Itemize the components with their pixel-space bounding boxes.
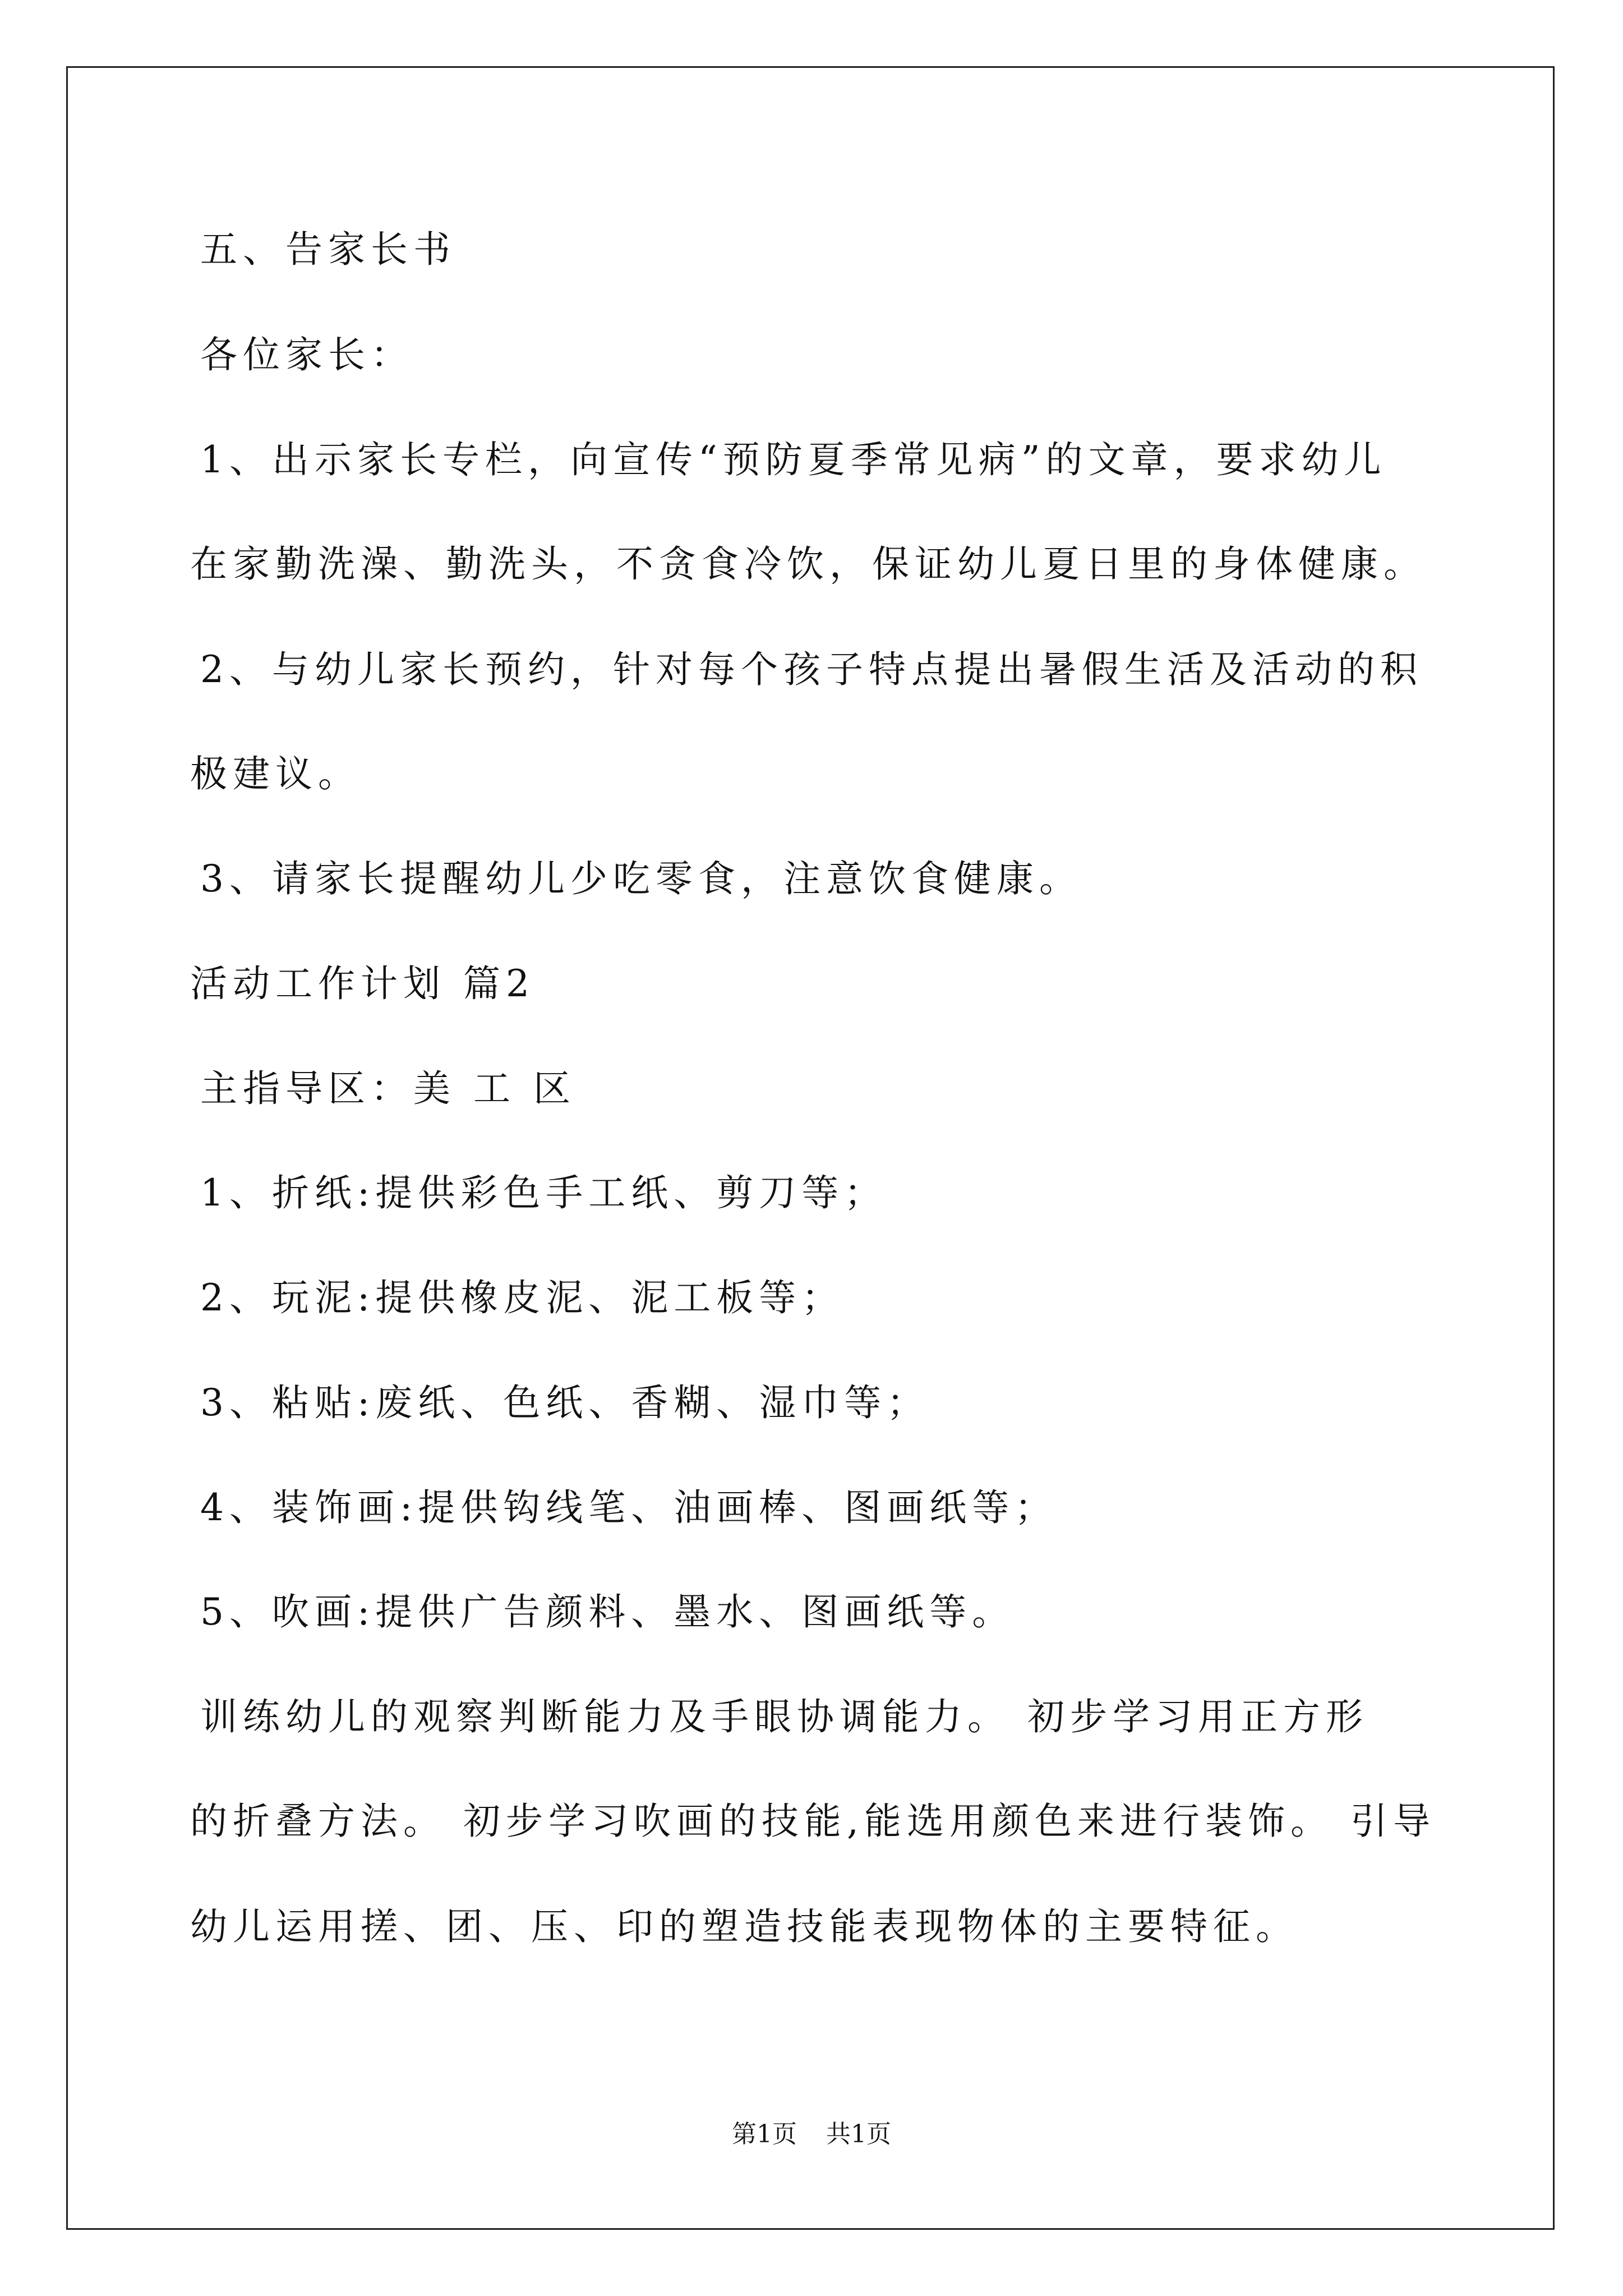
salutation: 各位家长： [200,333,413,376]
paragraph-line: 训练幼儿的观察判断能力及手眼协调能力。 初步学习用正方形 [200,1695,1368,1738]
page-number-current: 第1页 [732,2120,797,2148]
section-heading: 五、告家长书 [200,228,456,271]
paragraph-line: 幼儿运用搓、团、压、印的塑造技能表现物体的主要特征。 [190,1905,1298,1948]
list-item: 5、吹画:提供广告颜料、墨水、图画纸等。 [200,1590,1015,1634]
list-item: 2、玩泥:提供橡皮泥、泥工板等； [200,1276,845,1319]
article-title: 活动工作计划 篇2 [190,962,535,1005]
area-heading: 主指导区：美 工 区 [200,1067,576,1110]
page-number-total: 共1页 [826,2120,891,2148]
paragraph-line: 在家勤洗澡、勤洗头，不贪食冷饮，保证幼儿夏日里的身体健康。 [190,542,1426,586]
paragraph-line: 的折叠方法。 初步学习吹画的技能,能选用颜色来进行装饰。 引导 [190,1800,1436,1843]
list-item: 1、折纸:提供彩色手工纸、剪刀等； [200,1171,887,1214]
paragraph-line: 2、与幼儿家长预约，针对每个孩子特点提出暑假生活及活动的积 [200,648,1423,691]
page-footer [0,2120,1623,2148]
paragraph-line: 3、请家长提醒幼儿少吃零食，注意饮食健康。 [200,857,1082,900]
list-item: 3、粘贴:废纸、色纸、香糊、湿巾等； [200,1381,930,1424]
list-item: 4、装饰画:提供钩线笔、油画棒、图画纸等； [200,1486,1058,1529]
paragraph-line: 极建议。 [190,752,361,795]
paragraph-line: 1、出示家长专栏，向宣传“预防夏季常见病”的文章，要求幼儿 [200,438,1387,481]
